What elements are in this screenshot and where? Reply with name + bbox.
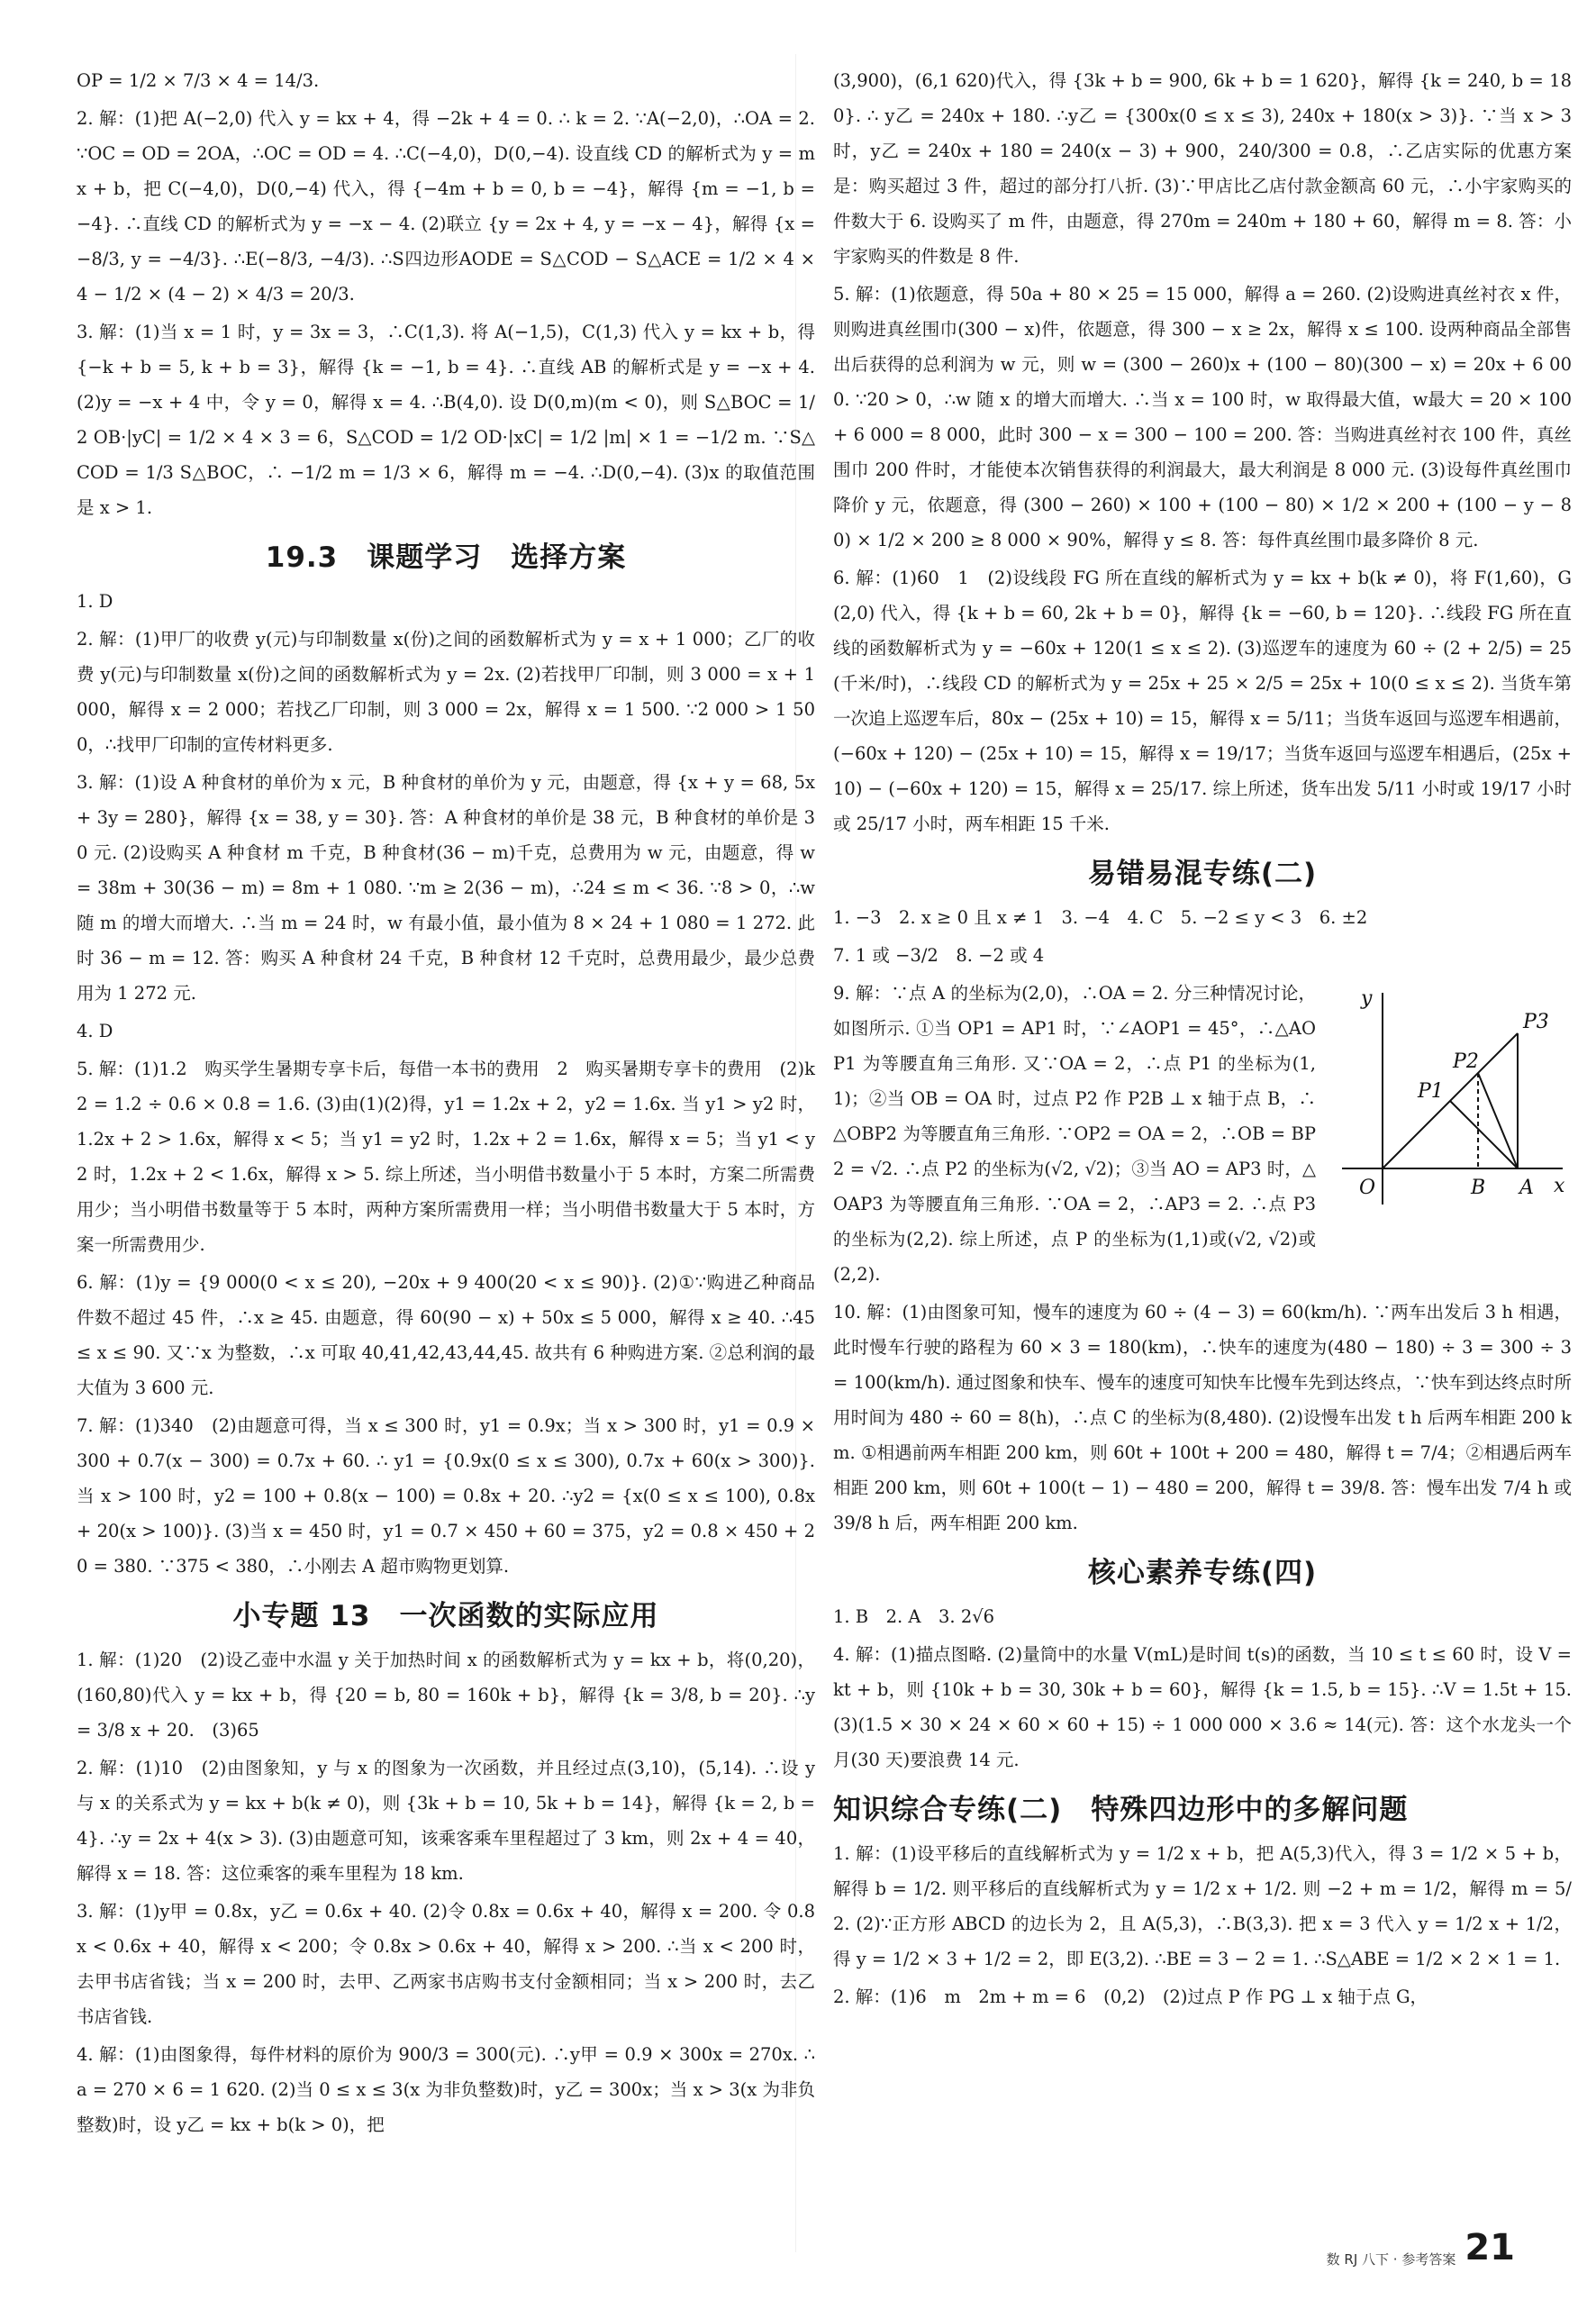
coordinate-figure <box>1328 979 1572 1223</box>
answer-paragraph: 7. 1 或 −3/2 8. −2 或 4 <box>833 945 1045 966</box>
answer-paragraph: 9. 解：∵点 A 的坐标为(2,0)，∴OA = 2. 分三种情况讨论，如图所示. ①当 OP1 = AP1 时，∵∠AOP1 = 45°，∴△AOP1 为等腰直角三角形. 又∵OA = 2，∴点 P1 的坐标为(1,1)；②当 OB = OA 时，过点 P2 作 P2B ⊥ x 轴于点 B，∴△OBP2 为等腰直角三角形. ∵OP2 = OA = 2，∴OB = BP2 = √2. ∴点 P2 的坐标为(√2, √2)；③当 AO = AP3 时，△OAP3 为等腰直角三角形. ∵OA = 2，∴AP3 = 2. ∴点 P3 的坐标为(2,2). 综上所述，点 P 的坐标为(1,1)或(√2, √2)或(2,2). <box>833 983 1316 1285</box>
section-heading: 易错易混专练(二) <box>1087 858 1318 890</box>
figure-label-0: y <box>1361 987 1373 1010</box>
answer-paragraph: 4. D <box>77 1021 113 1041</box>
figure-label-3: P1 <box>1418 1080 1444 1103</box>
segment-p1-a <box>1450 1101 1518 1168</box>
answer-paragraph: 4. 解：(1)描点图略. (2)量筒中的水量 V(mL)是时间 t(s)的函数，当 10 ≤ t ≤ 60 时，设 V = kt + b，则 {10k + b = 30, 30k + b = 60}，解得 {k = 1.5, b = 15}. ∴V = 1.5t + 15. (3)(1.5 × 30 × 24 × 60 × 60 + 15) ÷ 1 000 000 × 3.6 ≈ 14(元). 答：这个水龙头一个月(30 天)要浪费 14 元. <box>833 1644 1572 1770</box>
left-column <box>77 63 815 2145</box>
answer-paragraph: 6. 解：(1)60 1 (2)设线段 FG 所在直线的解析式为 y = kx + b(k ≠ 0)，将 F(1,60)，G(2,0) 代入，得 {k + b = 60, 2k + b = 0}，解得 {k = −60, b = 120}. ∴线段 FG 所在直线的函数解析式为 y = −60x + 120(1 ≤ x ≤ 2). (3)巡逻车的速度为 60 ÷ (2 + 2/5) = 25(千米/时)，∴线段 CD 的解析式为 y = 25x + 25 × 2/5 = 25x + 10(0 ≤ x ≤ 2). 当货车第一次追上巡逻车后，80x − (25x + 10) = 15，解得 x = 5/11；当货车返回与巡逻车相遇前，(−60x + 120) − (25x + 10) = 15，解得 x = 19/17；当货车返回与巡逻车相遇后，(25x + 10) − (−60x + 120) = 15，解得 x = 25/17. 综上所述，货车出发 5/11 小时或 19/17 小时或 25/17 小时，两车相距 15 千米. <box>833 568 1572 834</box>
answer-paragraph: 2. 解：(1)把 A(−2,0) 代入 y = kx + 4，得 −2k + 4 = 0. ∴ k = 2. ∵A(−2,0)，∴OA = 2. ∵OC = OD = 2OA，∴OC = OD = 4. ∴C(−4,0)，D(0,−4). 设直线 CD 的解析式为 y = mx + b，把 C(−4,0)，D(0,−4) 代入，得 {−4m + b = 0, b = −4}，解得 {m = −1, b = −4}. ∴直线 CD 的解析式为 y = −x − 4. (2)联立 {y = 2x + 4, y = −x − 4}，解得 {x = −8/3, y = −4/3}. ∴E(−8/3, −4/3). ∴S四边形AODE = S△COD − S△ACE = 1/2 × 4 × 4 − 1/2 × (4 − 2) × 4/3 = 20/3. <box>77 108 815 305</box>
right-column <box>833 63 1572 2017</box>
answer-paragraph: (3,900)，(6,1 620)代入，得 {3k + b = 900, 6k + b = 1 620}，解得 {k = 240, b = 180}. ∴ y乙 = 240x + 180. ∴y乙 = {300x(0 ≤ x ≤ 3), 240x + 180(x > 3)}. ∵当 x > 3 时，y乙 = 240x + 180 = 240(x − 3) + 900，240/300 = 0.8，∴乙店实际的优惠方案是：购买超过 3 件，超过的部分打八折. (3)∵甲店比乙店付款金额高 60 元，∴小宇家购买的件数大于 6. 设购买了 m 件，由题意，得 270m = 240m + 180 + 60，解得 m = 8. 答：小宇家购买的件数是 8 件. <box>833 70 1572 267</box>
answer-paragraph: 6. 解：(1)y = {9 000(0 < x ≤ 20), −20x + 9 400(20 < x ≤ 90)}. (2)①∵购进乙种商品件数不超过 45 件，∴x ≥ 45. 由题意，得 60(90 − x) + 50x ≤ 5 000，解得 x ≥ 40. ∴45 ≤ x ≤ 90. 又∵x 为整数，∴x 可取 40,41,42,43,44,45. 故共有 6 种购进方案. ②总利润的最大值为 3 600 元. <box>77 1272 815 1398</box>
answer-paragraph: OP = 1/2 × 7/3 × 4 = 14/3. <box>77 70 320 91</box>
page-footer <box>1327 2227 1515 2268</box>
answer-paragraph: 10. 解：(1)由图象可知，慢车的速度为 60 ÷ (4 − 3) = 60(km/h). ∵两车出发后 3 h 相遇，此时慢车行驶的路程为 60 × 3 = 180(km)，∴快车的速度为(480 − 180) ÷ 3 = 300 ÷ 3 = 100(km/h). 通过图象和快车、慢车的速度可知快车比慢车先到达终点，∵快车到达终点时所用时间为 480 ÷ 60 = 8(h)，∴点 C 的坐标为(8,480). (2)设慢车出发 t h 后两车相距 200 km. ①相遇前两车相距 200 km，则 60t + 100t + 200 = 480，解得 t = 7/4；②相遇后两车相距 200 km，则 60t + 100(t − 1) − 480 = 200，解得 t = 39/8. 答：慢车出发 7/4 h 或 39/8 h 后，两车相距 200 km. <box>833 1302 1572 1533</box>
figure-label-1: P3 <box>1523 1011 1549 1033</box>
section-heading: 知识综合专练(二) 特殊四边形中的多解问题 <box>833 1794 1409 1826</box>
answer-paragraph: 3. 解：(1)设 A 种食材的单价为 x 元，B 种食材的单价为 y 元，由题意，得 {x + y = 68, 5x + 3y = 280}，解得 {x = 38, y = 30}. 答：A 种食材的单价是 38 元，B 种食材的单价是 30 元. (2)设购买 A 种食材 m 千克，B 种食材(36 − m)千克，总费用为 w 元，由题意，得 w = 38m + 30(36 − m) = 8m + 1 080. ∵m ≥ 2(36 − m)，∴24 ≤ m < 36. ∵8 > 0，∴w 随 m 的增大而增大. ∴当 m = 24 时，w 有最小值，最小值为 8 × 24 + 1 080 = 1 272. 此时 36 − m = 12. 答：购买 A 种食材 24 千克，B 种食材 12 千克时，总费用最少，最少总费用为 1 272 元. <box>77 772 815 1004</box>
figure-label-4: O <box>1359 1177 1376 1199</box>
section-heading: 19.3 课题学习 选择方案 <box>265 541 627 574</box>
answer-paragraph: 1. 解：(1)20 (2)设乙壶中水温 y 关于加热时间 x 的函数解析式为 y = kx + b，将(0,20)，(160,80)代入 y = kx + b，得 {20 = b, 80 = 160k + b}，解得 {k = 3/8, b = 20}. ∴y = 3/8 x + 20. (3)65 <box>77 1650 815 1741</box>
footer-label: 数 RJ 八下 · 参考答案 <box>1326 2251 1456 2268</box>
figure-label-7: x <box>1554 1175 1565 1197</box>
answer-paragraph: 5. 解：(1)依题意，得 50a + 80 × 25 = 15 000，解得 a = 260. (2)设购进真丝衬衣 x 件，则购进真丝围巾(300 − x)件，依题意，得 300 − x ≥ 2x，解得 x ≤ 100. 设两种商品全部售出后获得的总利润为 w 元，则 w = (300 − 260)x + (100 − 80)(300 − x) = 20x + 6 000. ∵20 > 0，∴w 随 x 的增大而增大. ∴当 x = 100 时，w 取得最大值，w最大 = 20 × 100 + 6 000 = 8 000，此时 300 − x = 300 − 100 = 200. 答：当购进真丝衬衣 100 件，真丝围巾 200 件时，才能使本次销售获得的利润最大，最大利润是 8 000 元. (3)设每件真丝围巾降价 y 元，依题意，得 (300 − 260) × 100 + (100 − 80) × 1/2 × 200 + (100 − y − 80) × 1/2 × 200 ≥ 8 000 × 90%，解得 y ≤ 8. 答：每件真丝围巾最多降价 8 元. <box>833 284 1573 550</box>
answer-paragraph: 5. 解：(1)1.2 购买学生暑期专享卡后，每借一本书的费用 2 购买暑期专享卡的费用 (2)k2 = 1.2 ÷ 0.6 × 0.8 = 1.6. (3)由(1)(2)得，y1 = 1.2x + 2，y2 = 1.6x. 当 y1 > y2 时，1.2x + 2 > 1.6x，解得 x < 5；当 y1 = y2 时，1.2x + 2 = 1.6x，解得 x = 5；当 y1 < y2 时，1.2x + 2 < 1.6x，解得 x > 5. 综上所述，当小明借书数量小于 5 本时，方案二所需费用少；当小明借书数量等于 5 本时，两种方案所需费用一样；当小明借书数量大于 5 本时，方案一所需费用少. <box>77 1059 815 1255</box>
answer-paragraph: 2. 解：(1)甲厂的收费 y(元)与印制数量 x(份)之间的函数解析式为 y = x + 1 000；乙厂的收费 y(元)与印制数量 x(份)之间的函数解析式为 y = 2x. (2)若找甲厂印制，则 3 000 = x + 1 000，解得 x = 2 000；若找乙厂印制，则 3 000 = 2x，解得 x = 1 500. ∵2 000 > 1 500，∴找甲厂印制的宣传材料更多. <box>77 629 815 755</box>
figure-label-6: A <box>1519 1177 1534 1199</box>
answer-paragraph: 1. −3 2. x ≥ 0 且 x ≠ 1 3. −4 4. C 5. −2 ≤ y < 3 6. ±2 <box>833 907 1368 928</box>
answer-paragraph: 3. 解：(1)y甲 = 0.8x，y乙 = 0.6x + 40. (2)令 0.8x = 0.6x + 40，解得 x = 200. 令 0.8x < 0.6x + 40，解得 x < 200；令 0.8x > 0.6x + 40，解得 x > 200. ∴当 x < 200 时，去甲书店省钱；当 x = 200 时，去甲、乙两家书店购书支付金额相同；当 x > 200 时，去乙书店省钱. <box>77 1901 815 2027</box>
figure-label-5: B <box>1471 1177 1486 1199</box>
answer-paragraph: 1. B 2. A 3. 2√6 <box>833 1606 995 1627</box>
answer-paragraph: 2. 解：(1)6 m 2m + m = 6 (0,2) (2)过点 P 作 PG ⊥ x 轴于点 G， <box>833 1986 1428 2007</box>
section-heading: 小专题 13 一次函数的实际应用 <box>232 1600 659 1632</box>
answer-paragraph: 2. 解：(1)10 (2)由图象知，y 与 x 的图象为一次函数，并且经过点(3,10)，(5,14). ∴设 y 与 x 的关系式为 y = kx + b(k ≠ 0)，则 {3k + b = 10, 5k + b = 14}，解得 {k = 2, b = 4}. ∴y = 2x + 4(x > 3). (3)由题意可知，该乘客乘车里程超过了 3 km，则 2x + 4 = 40，解得 x = 18. 答：这位乘客的乘车里程为 18 km. <box>77 1758 815 1884</box>
segment-p2-a <box>1478 1073 1518 1168</box>
answer-paragraph: 1. D <box>77 591 113 612</box>
answer-paragraph: 4. 解：(1)由图象得，每件材料的原价为 900/3 = 300(元). ∴y甲 = 0.9 × 300x = 270x. ∴a = 270 × 6 = 1 620. (2)当 0 ≤ x ≤ 3(x 为非负整数)时，y乙 = 300x；当 x > 3(x 为非负整数)时，设 y乙 = kx + b(k > 0)，把 <box>77 2044 815 2135</box>
answer-paragraph: 1. 解：(1)设平移后的直线解析式为 y = 1/2 x + b，把 A(5,3)代入，得 3 = 1/2 × 5 + b，解得 b = 1/2. 则平移后的直线解析式为 y = 1/2 x + 1/2. 则 −2 + m = 1/2，解得 m = 5/2. (2)∵正方形 ABCD 的边长为 2，且 A(5,3)，∴B(3,3). 把 x = 3 代入 y = 1/2 x + 1/2，得 y = 1/2 × 3 + 1/2 = 2，即 E(3,2). ∴BE = 3 − 2 = 1. ∴S△ABE = 1/2 × 2 × 1 = 1. <box>833 1843 1572 1969</box>
section-heading: 核心素养专练(四) <box>1087 1557 1318 1589</box>
answer-paragraph: 7. 解：(1)340 (2)由题意可得，当 x ≤ 300 时，y1 = 0.9x；当 x > 300 时，y1 = 0.9 × 300 + 0.7(x − 300) = 0.7x + 60. ∴ y1 = {0.9x(0 ≤ x ≤ 300), 0.7x + 60(x > 300)}. 当 x > 100 时，y2 = 100 + 0.8(x − 100) = 0.8x + 20. ∴y2 = {x(0 ≤ x ≤ 100), 0.8x + 20(x > 100)}. (3)当 x = 450 时，y1 = 0.7 × 450 + 60 = 375，y2 = 0.8 × 450 + 20 = 380. ∵375 < 380，∴小刚去 A 超市购物更划算. <box>77 1415 815 1577</box>
page-number: 21 <box>1465 2227 1515 2268</box>
answer-paragraph: 3. 解：(1)当 x = 1 时，y = 3x = 3，∴C(1,3). 将 A(−1,5)，C(1,3) 代入 y = kx + b，得 {−k + b = 5, k + b = 3}，解得 {k = −1, b = 4}. ∴直线 AB 的解析式是 y = −x + 4. (2)y = −x + 4 中，令 y = 0，解得 x = 4. ∴B(4,0). 设 D(0,m)(m < 0)，则 S△BOC = 1/2 OB·|yC| = 1/2 × 4 × 3 = 6，S△COD = 1/2 OD·|xC| = 1/2 |m| × 1 = −1/2 m. ∵S△COD = 1/3 S△BOC，∴ −1/2 m = 1/3 × 6，解得 m = −4. ∴D(0,−4). (3)x 的取值范围是 x > 1. <box>77 322 815 518</box>
figure-label-2: P2 <box>1453 1050 1479 1073</box>
